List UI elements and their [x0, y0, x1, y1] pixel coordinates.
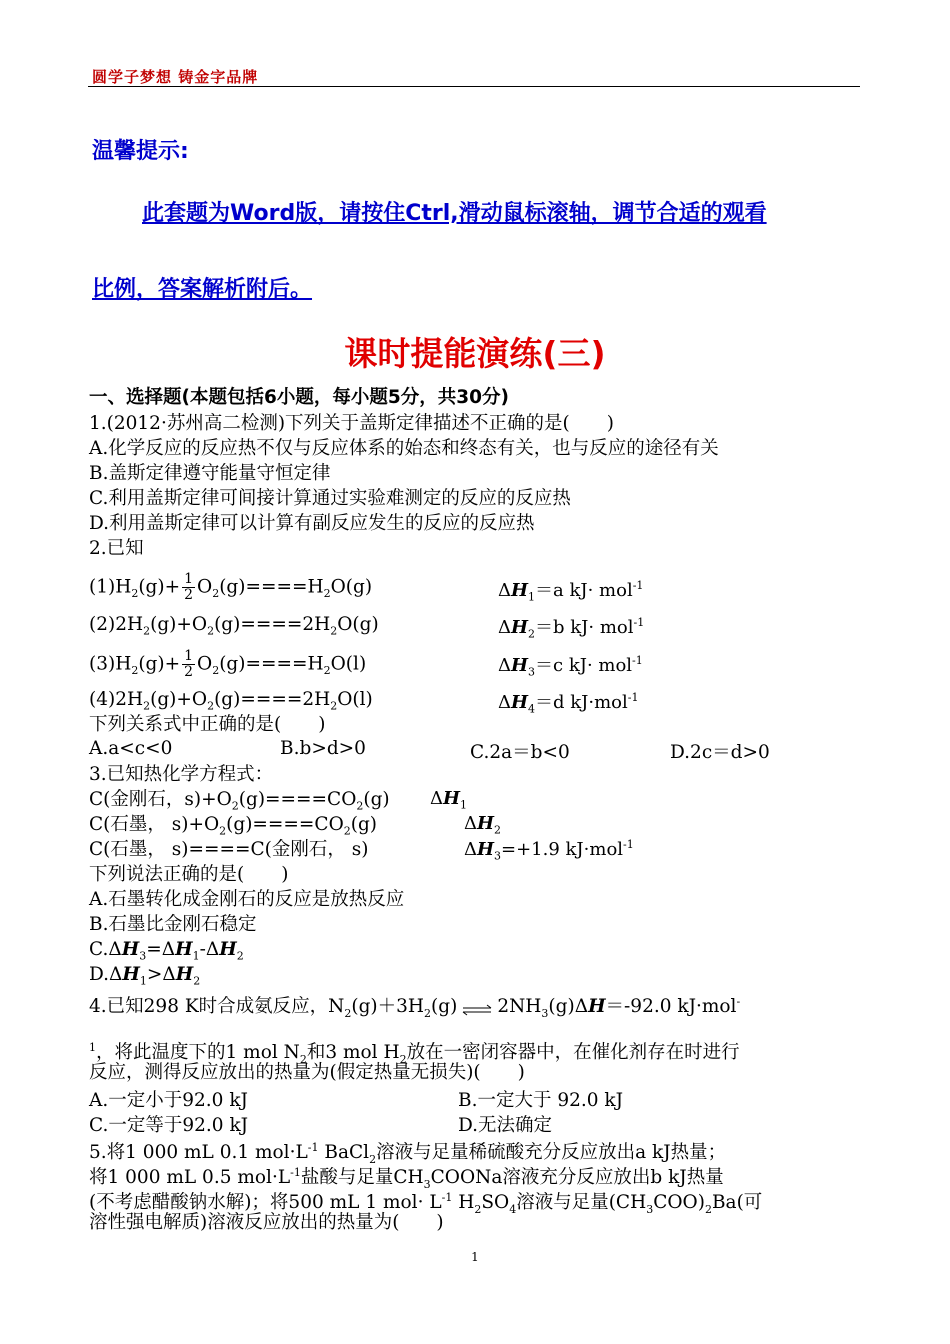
q3-dh3: $\Delta H_3=+1.9$ kJ·mol$^{-1}$	[464, 838, 634, 863]
q4-option-a: A.一定小于92.0 kJ	[89, 1090, 248, 1111]
q1-option-d: D.利用盖斯定律可以计算有副反应发生的反应的反应热	[89, 513, 535, 534]
q5-line2: 将1 000 mL 0.5 $mol\cdot L^{-1}$盐酸与足量$CH_3COONa$溶液充分反应放出b kJ热量	[89, 1166, 724, 1191]
q3-option-b: B.石墨比金刚石稳定	[89, 914, 257, 935]
header-slogan: 圆学子梦想 铸金字品牌	[92, 68, 259, 86]
fraction-half: $\frac{1}{2}$	[184, 648, 194, 680]
q2-eq2: $(2)2H_2(g)+O_2(g)====2H_2O(g)$	[89, 614, 379, 638]
q3-eq1: C(金刚石，$s)+O_2(g)====CO_2(g)$	[89, 789, 390, 813]
q2-stem: 2.已知	[89, 538, 144, 559]
reversible-arrow-icon	[457, 998, 497, 1016]
q4-stem: 4.已知298 K时合成氨反应，$N_2(g)+3H_2(g)$ $2NH_3(g)\Delta H=-92.0$ kJ·mol-	[89, 995, 741, 1020]
q3-option-d: $D.\Delta H_1>\Delta H_2$	[89, 964, 201, 988]
q3-stem: 3.已知热化学方程式：	[89, 764, 274, 785]
tip-title: 温馨提示:	[92, 139, 189, 164]
q2-eq4: $(4)2H_2(g)+O_2(g)====2H_2O(l)$	[89, 689, 373, 713]
q3-option-a: A.石墨转化成金刚石的反应是放热反应	[89, 889, 405, 910]
q5-line3: (不考虑醋酸钠水解)；将500 mL 1 $mol\cdot L^{-1}$ $H_2SO_4$溶液与足量$(CH_3COO)_2Ba$(可	[89, 1191, 763, 1216]
fraction-half: $\frac{1}{2}$	[184, 571, 194, 603]
q4-option-c: C.一定等于92.0 kJ	[89, 1115, 249, 1136]
tip-line-2: 比例，答案解析附后。	[92, 277, 313, 302]
tip-line-1: 此套题为Word版，请按住Ctrl,滑动鼠标滚轴，调节合适的观看	[142, 201, 767, 226]
q3-dh2: $\Delta H_2$	[464, 813, 502, 837]
q2-option-d: D.2c＝d>0	[670, 742, 770, 763]
q4-option-b: B.一定大于 92.0 kJ	[458, 1090, 624, 1111]
q3-ask: 下列说法正确的是( )	[89, 864, 289, 885]
q4-option-d: D.无法确定	[458, 1115, 553, 1136]
page-number: 1	[471, 1250, 479, 1264]
q4-line2: $^1$，将此温度下的1 mol $N_2$和3 mol $H_2$放在一密闭容器中，在催化剂存在时进行	[89, 1041, 740, 1066]
q1-option-b: B.盖斯定律遵守能量守恒定律	[89, 463, 331, 484]
q2-option-c: C.2a＝b<0	[470, 742, 570, 763]
q5-line1: 5.将1 000 mL 0.1 $mol\cdot L^{-1}$ BaCl$_2$溶液与足量稀硫酸充分反应放出a kJ热量；	[89, 1141, 727, 1166]
page-title: 课时提能演练(三)	[344, 334, 606, 373]
q2-eq3: $(3)H_2(g)+$ $\frac{1}{2}$ $O_2(g)====H_2O(l)$	[89, 648, 367, 680]
q2-dh3: $\Delta H_3=c$ kJ· mol$^{-1}$	[498, 654, 643, 679]
q3-dh1: $\Delta H_1$	[430, 788, 468, 812]
q1-stem: 1.(2012·苏州高二检测)下列关于盖斯定律描述不正确的是( )	[89, 413, 614, 434]
q2-ask: 下列关系式中正确的是( )	[89, 714, 326, 735]
q5-line4: 溶性强电解质)溶液反应放出的热量为( )	[89, 1212, 444, 1233]
q2-eq1: $(1)H_2(g)+$ $\frac{1}{2}$ $O_2(g)====H_2O(g)$	[89, 571, 373, 603]
q3-eq2: C(石墨， $s)+O_2(g)====CO_2(g)$	[89, 814, 378, 838]
q2-option-b: B.b>d>0	[280, 738, 366, 759]
header-rule	[88, 86, 860, 87]
q2-dh1: $\Delta H_1=a$ kJ· mol$^{-1}$	[498, 579, 644, 604]
q2-dh2: $\Delta H_2=b$ kJ· mol$^{-1}$	[498, 616, 645, 641]
q3-option-c: $C.\Delta H_3=\Delta H_1-\Delta H_2$	[89, 939, 244, 963]
q3-eq3: C(石墨， s)====C(金刚石， s)	[89, 839, 369, 860]
section-heading: 一、选择题(本题包括6小题，每小题5分，共30分)	[89, 387, 509, 408]
q1-option-a: A.化学反应的反应热不仅与反应体系的始态和终态有关，也与反应的途径有关	[89, 438, 719, 459]
q2-option-a: A.a<c<0	[89, 738, 173, 759]
q4-line3: 反应，测得反应放出的热量为(假定热量无损失)( )	[89, 1062, 525, 1083]
q1-option-c: C.利用盖斯定律可间接计算通过实验难测定的反应的反应热	[89, 488, 571, 509]
q2-dh4: $\Delta H_4=d$ kJ·mol$^{-1}$	[498, 691, 639, 716]
